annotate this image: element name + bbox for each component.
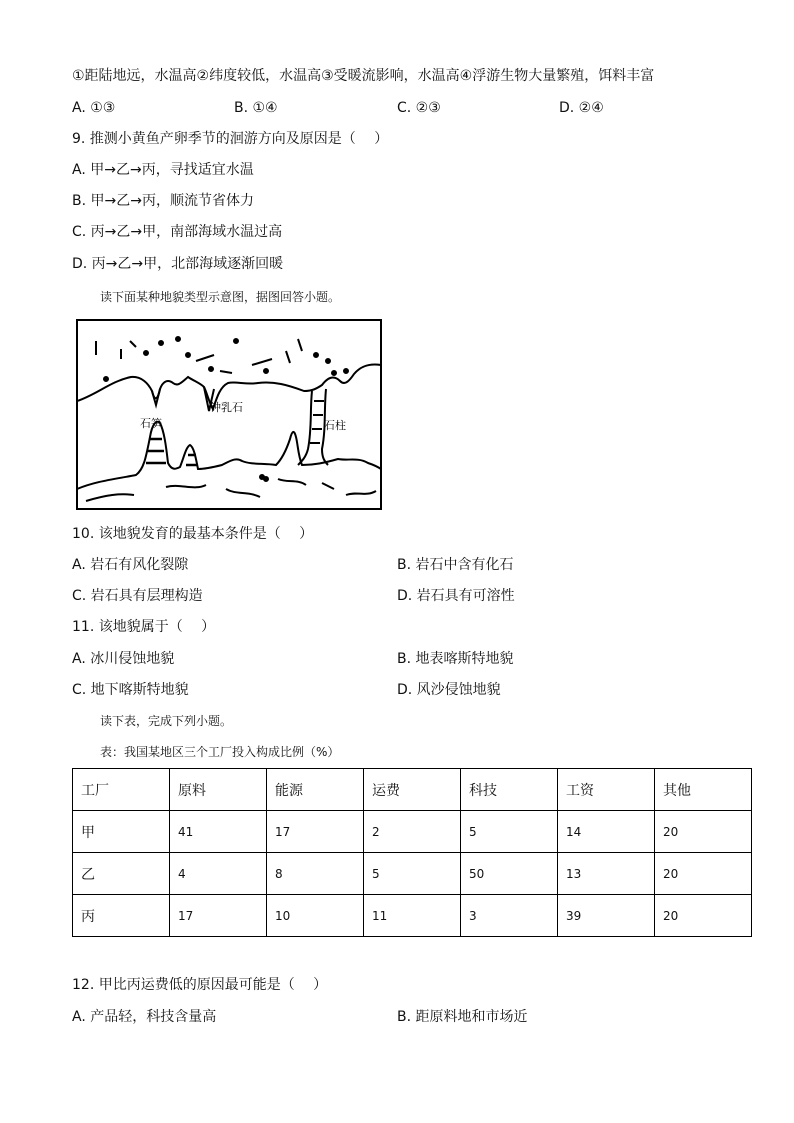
cell-factory: 乙 [73,853,170,895]
label-stalagmite: 石笋 [140,417,162,430]
intro-figure-instruction: 读下面某种地貌类型示意图，据图回答小题。 [100,290,341,304]
cell-value: 10 [267,895,364,937]
q12-stem: 12. 甲比丙运费低的原因最可能是（ ） [72,977,328,993]
cell-value: 2 [364,811,461,853]
cell-value: 50 [461,853,558,895]
q9-option-b: B. 甲→乙→丙，顺流节省体力 [72,193,254,209]
label-stalactite: 钟乳石 [210,401,243,414]
cell-factory: 甲 [73,811,170,853]
cell-value: 3 [461,895,558,937]
q8-option-c: C. ②③ [397,100,441,116]
cell-value: 4 [170,853,267,895]
cell-value: 17 [267,811,364,853]
table-row [73,895,752,937]
q8-option-d: D. ②④ [559,100,604,116]
q11-option-a: A. 冰川侵蚀地貌 [72,651,175,667]
cell-value: 13 [558,853,655,895]
cell-value: 5 [364,853,461,895]
cell-value: 17 [170,895,267,937]
q11-option-b: B. 地表喀斯特地貌 [397,651,514,667]
header-raw-material: 原料 [170,769,267,811]
q12-option-b: B. 距原料地和市场近 [397,1009,528,1025]
header-technology: 科技 [461,769,558,811]
factory-input-table [72,768,752,937]
header-freight: 运费 [364,769,461,811]
diagram-frame [77,320,381,509]
q9-stem: 9. 推测小黄鱼产卵季节的洄游方向及原因是（ ） [72,131,389,147]
cell-value: 11 [364,895,461,937]
header-factory: 工厂 [73,769,170,811]
table-header-row [73,769,752,811]
cell-value: 5 [461,811,558,853]
q12-option-a: A. 产品轻，科技含量高 [72,1009,217,1025]
header-wages: 工资 [558,769,655,811]
q9-option-d: D. 丙→乙→甲，北部海域逐渐回暖 [72,256,284,272]
karst-cave-diagram [76,319,382,510]
cell-value: 20 [655,895,752,937]
q8-option-a: A. ①③ [72,100,116,116]
table-row [73,853,752,895]
cell-value: 14 [558,811,655,853]
cell-value: 20 [655,853,752,895]
cell-factory: 丙 [73,895,170,937]
label-column: 石柱 [324,419,346,432]
cell-value: 8 [267,853,364,895]
q10-option-d: D. 岩石具有可溶性 [397,588,515,604]
cell-value: 39 [558,895,655,937]
q9-option-c: C. 丙→乙→甲，南部海域水温过高 [72,224,283,240]
q11-option-d: D. 风沙侵蚀地貌 [397,682,501,698]
table-caption: 表：我国某地区三个工厂投入构成比例（%） [100,745,340,759]
cell-value: 41 [170,811,267,853]
cell-value: 20 [655,811,752,853]
q10-option-c: C. 岩石具有层理构造 [72,588,203,604]
q11-option-c: C. 地下喀斯特地貌 [72,682,189,698]
q8-option-b: B. ①④ [234,100,278,116]
q10-stem: 10. 该地貌发育的最基本条件是（ ） [72,526,314,542]
table-row [73,811,752,853]
intro-table-instruction: 读下表，完成下列小题。 [100,714,233,728]
q11-stem: 11. 该地貌属于（ ） [72,619,216,635]
q9-option-a: A. 甲→乙→丙，寻找适宜水温 [72,162,254,178]
q10-option-b: B. 岩石中含有化石 [397,557,514,573]
q10-option-a: A. 岩石有风化裂隙 [72,557,189,573]
header-energy: 能源 [267,769,364,811]
question-8-conditions: ①距陆地远，水温高②纬度较低，水温高③受暖流影响，水温高④浮游生物大量繁殖，饵料丰富 [72,68,655,84]
header-other: 其他 [655,769,752,811]
